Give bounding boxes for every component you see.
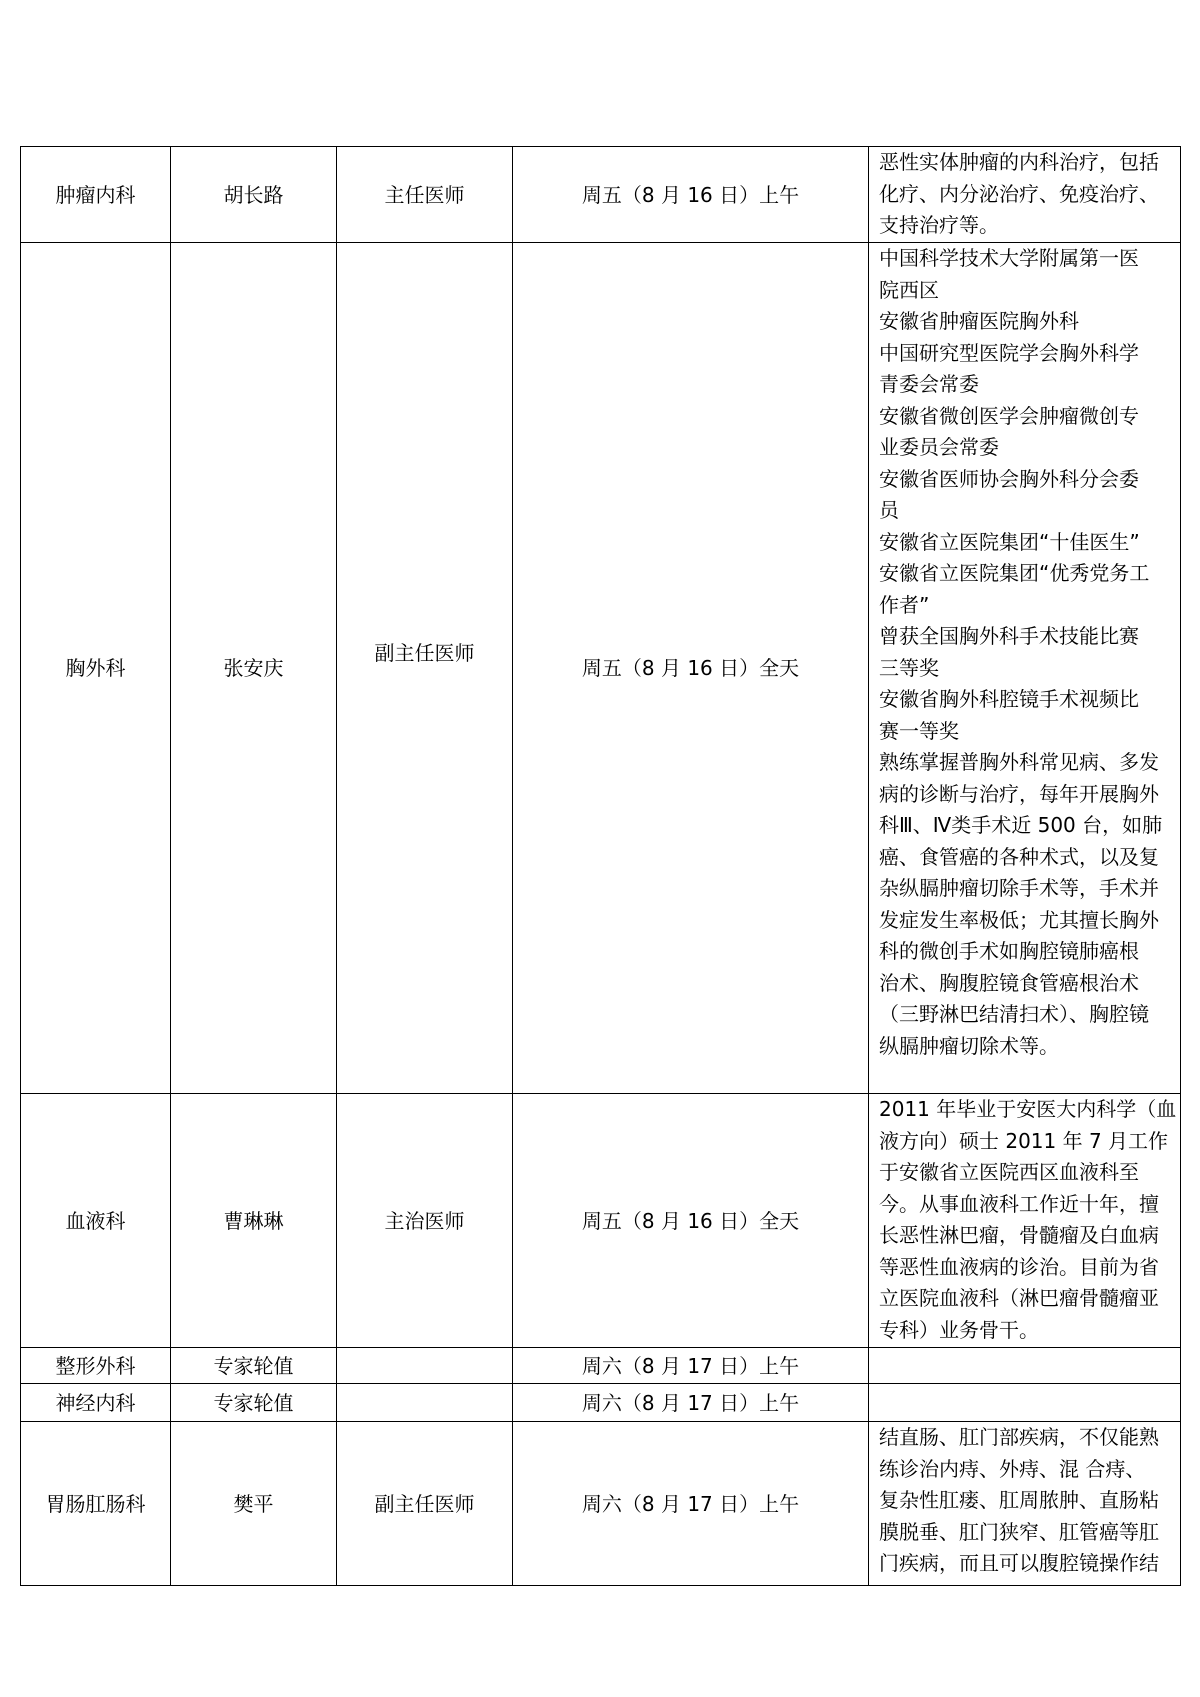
specialty-description-cell	[869, 1384, 1181, 1422]
description-line: 纵膈肿瘤切除术等。	[879, 1033, 1059, 1058]
description-line: 等恶性血液病的诊治。目前为省	[879, 1254, 1159, 1279]
description-line: 安徽省微创医学会肿瘤微创专	[879, 403, 1139, 428]
description-line: 安徽省胸外科腔镜手术视频比	[879, 687, 1139, 711]
description-line: 于安徽省立医院西区血液科至	[879, 1160, 1139, 1184]
clinic-schedule-table	[20, 146, 1181, 1586]
description-line: 化疗、内分泌治疗、免疫治疗、	[879, 181, 1159, 206]
doctor-title-cell: 副主任医师	[337, 243, 513, 1094]
description-line: 三等奖	[879, 655, 939, 680]
department-cell: 胃肠肛肠科	[21, 1422, 171, 1586]
table-row	[21, 1422, 1181, 1586]
description-line: 癌、食管癌的各种术式，以及复	[879, 844, 1159, 869]
specialty-description-cell	[869, 1422, 1181, 1586]
description-line: 安徽省医师协会胸外科分会委	[879, 466, 1139, 491]
description-line: （三野淋巴结清扫术）、胸腔镜	[879, 1002, 1149, 1026]
description-line: 今。从事血液科工作近十年，擅	[879, 1191, 1159, 1216]
department-cell: 胸外科	[21, 243, 171, 1094]
doctor-name-cell: 专家轮值	[171, 1348, 337, 1384]
department-cell: 肿瘤内科	[21, 147, 171, 243]
department-cell: 血液科	[21, 1094, 171, 1348]
clinic-time-cell: 周五（8 月 16 日）上午	[513, 147, 869, 243]
description-line: 杂纵膈肿瘤切除手术等，手术并	[879, 876, 1159, 900]
description-line: 液方向）硕士 2011 年 7 月工作	[879, 1128, 1169, 1153]
description-line: 治术、胸腹腔镜食管癌根治术	[879, 970, 1139, 995]
description-line: 长恶性淋巴瘤，骨髓瘤及白血病	[879, 1223, 1159, 1247]
doctor-name-cell: 曹琳琳	[171, 1094, 337, 1348]
description-line: 中国研究型医院学会胸外科学	[879, 340, 1139, 365]
description-line: 员	[879, 498, 899, 522]
description-line: 作者”	[879, 592, 930, 617]
clinic-time-cell: 周六（8 月 17 日）上午	[513, 1422, 869, 1586]
department-cell: 整形外科	[21, 1348, 171, 1384]
table-row	[21, 147, 1181, 243]
description-line: 安徽省立医院集团“优秀党务工	[879, 561, 1150, 585]
description-line: 青委会常委	[879, 372, 979, 396]
description-line: 恶性实体肿瘤的内科治疗，包括	[879, 150, 1159, 174]
clinic-time-cell: 周五（8 月 16 日）全天	[513, 1094, 869, 1348]
doctor-title-cell: 主治医师	[337, 1094, 513, 1348]
description-line: 院西区	[879, 277, 939, 302]
doctor-title-cell	[337, 1348, 513, 1384]
table-row	[21, 243, 1181, 1094]
clinic-time-cell: 周六（8 月 17 日）上午	[513, 1384, 869, 1422]
description-line: 结直肠、肛门部疾病，不仅能熟	[879, 1425, 1159, 1449]
clinic-time-cell: 周五（8 月 16 日）全天	[513, 243, 869, 1094]
description-line: 科Ⅲ、Ⅳ类手术近 500 台，如肺	[879, 813, 1163, 837]
description-line: 练诊治内痔、外痔、混 合痔、	[879, 1456, 1146, 1481]
description-line: 支持治疗等。	[879, 213, 999, 237]
specialty-description-cell	[869, 147, 1181, 243]
description-line: 门疾病，而且可以腹腔镜操作结	[879, 1551, 1159, 1575]
specialty-description-cell	[869, 243, 1181, 1094]
description-line: 专科）业务骨干。	[879, 1317, 1039, 1342]
description-line: 曾获全国胸外科手术技能比赛	[879, 624, 1139, 648]
doctor-title-cell: 副主任医师	[337, 1422, 513, 1586]
description-line: 安徽省肿瘤医院胸外科	[879, 309, 1079, 333]
doctor-name-cell: 樊平	[171, 1422, 337, 1586]
description-line: 膜脱垂、肛门狭窄、肛管癌等肛	[879, 1519, 1159, 1544]
description-line: 2011 年毕业于安医大内科学（血	[879, 1097, 1177, 1121]
doctor-name-cell: 胡长路	[171, 147, 337, 243]
doctor-name-cell: 张安庆	[171, 243, 337, 1094]
description-line: 安徽省立医院集团“十佳医生”	[879, 529, 1140, 554]
table-row	[21, 1384, 1181, 1422]
specialty-description-cell	[869, 1348, 1181, 1384]
doctor-name-cell: 专家轮值	[171, 1384, 337, 1422]
table-row	[21, 1348, 1181, 1384]
description-line: 发症发生率极低；尤其擅长胸外	[879, 907, 1159, 932]
description-line: 业委员会常委	[879, 435, 999, 459]
specialty-description-cell	[869, 1094, 1181, 1348]
description-line: 立医院血液科（淋巴瘤骨髓瘤亚	[879, 1286, 1159, 1310]
description-line: 熟练掌握普胸外科常见病、多发	[879, 750, 1159, 774]
description-line: 复杂性肛瘘、肛周脓肿、直肠粘	[879, 1488, 1159, 1512]
doctor-title-cell: 主任医师	[337, 147, 513, 243]
description-line: 赛一等奖	[879, 718, 959, 743]
description-line: 病的诊断与治疗，每年开展胸外	[879, 781, 1159, 806]
department-cell: 神经内科	[21, 1384, 171, 1422]
description-line: 中国科学技术大学附属第一医	[879, 246, 1139, 270]
doctor-title-cell	[337, 1384, 513, 1422]
clinic-time-cell: 周六（8 月 17 日）上午	[513, 1348, 869, 1384]
description-line: 科的微创手术如胸腔镜肺癌根	[879, 939, 1139, 963]
table-row	[21, 1094, 1181, 1348]
